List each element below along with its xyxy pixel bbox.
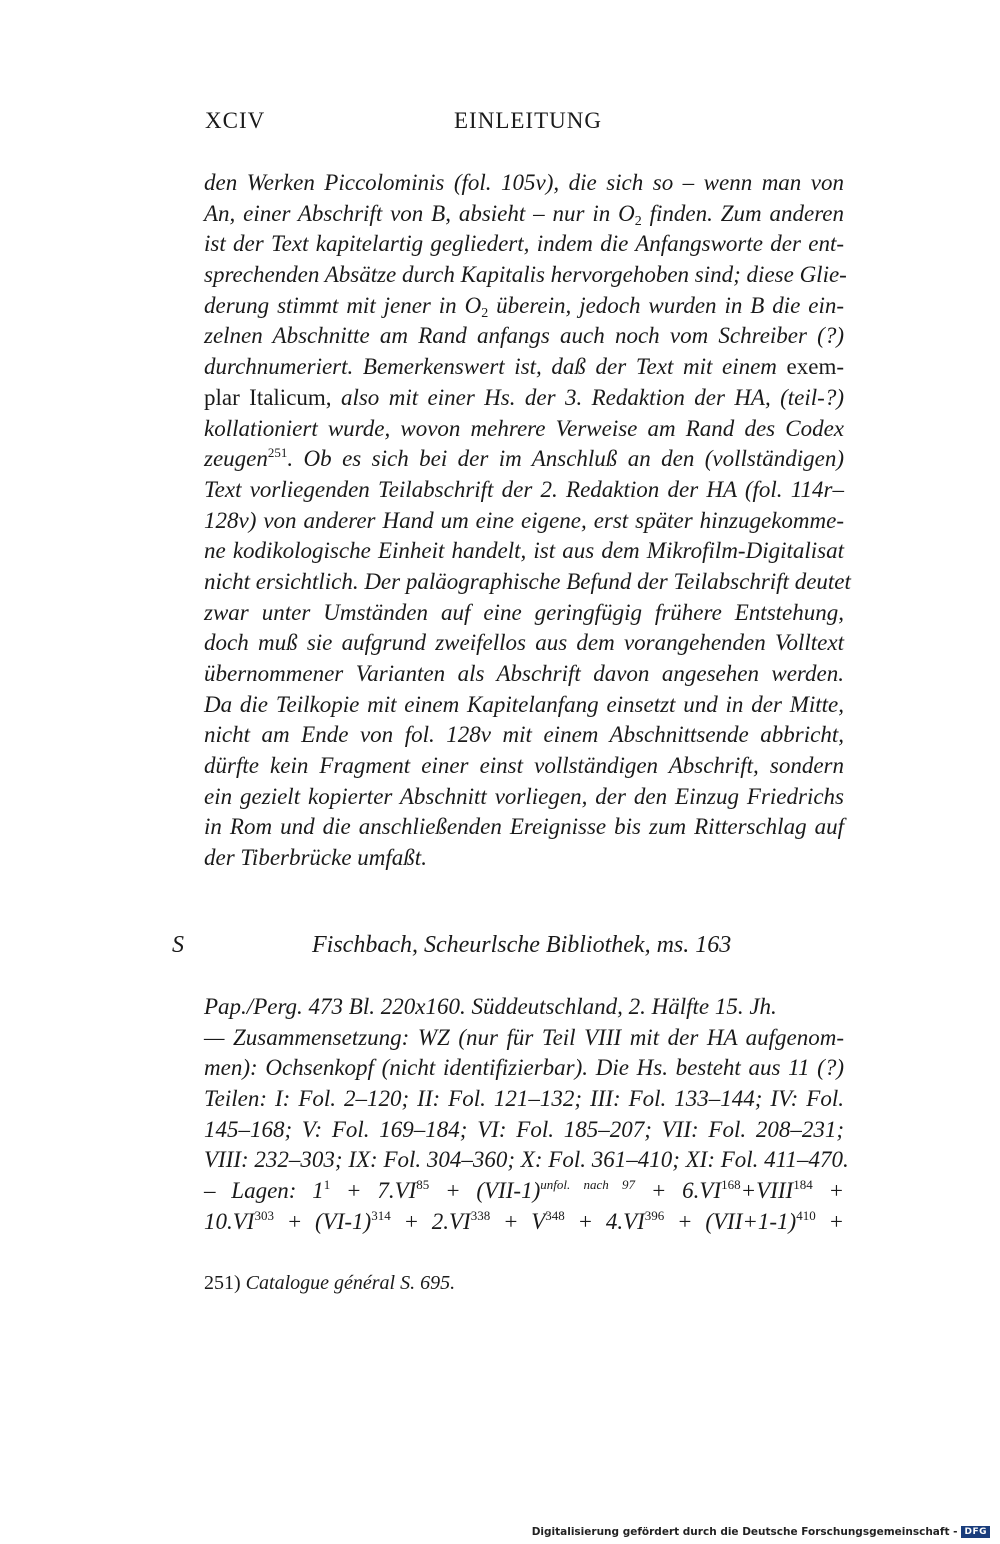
text-line: sprechenden Absätze durch Kapitalis hervorgehoben sind; diese Glie- bbox=[204, 262, 847, 288]
text-line: ist der Text kapitelartig gegliedert, indem die Anfangsworte der ent- bbox=[204, 231, 844, 257]
text-line: nicht ersichtlich. Der paläographische Befund der Teilabschrift deutet bbox=[204, 568, 851, 594]
text-line: Da die Teilkopie mit einem Kapitelanfang einsetzt und in der Mitte, bbox=[204, 691, 844, 717]
text-line: dürfte kein Fragment einer einst vollständigen Abschrift, sondern bbox=[204, 753, 844, 779]
text-line: doch muß sie aufgrund zweifellos aus dem vorangehenden Volltext bbox=[204, 630, 844, 656]
section-heading: Fischbach, Scheurlsche Bibliothek, ms. 163 bbox=[312, 932, 732, 958]
paragraph-manuscript-s bbox=[204, 992, 849, 1238]
text-line: 128v) von anderer Hand um eine eigene, erst später hinzugekomme- bbox=[204, 507, 844, 533]
paragraph-manuscript-b bbox=[204, 168, 851, 874]
text-line: zelnen Abschnitte am Rand anfangs auch noch vom Schreiber (?) bbox=[204, 323, 844, 349]
text-line: plar Italicum, also mit einer Hs. der 3. Redaktion der HA, (teil-?) bbox=[204, 384, 844, 410]
text-line: 145–168; V: Fol. 169–184; VI: Fol. 185–207; VII: Fol. 208–231; bbox=[204, 1116, 844, 1142]
footnote-ref: 251 bbox=[267, 445, 288, 461]
text-line: An, einer Abschrift von B, absieht – nur in $O_2$ finden. Zum anderen bbox=[204, 200, 845, 229]
text-line: zwar unter Umständen auf eine geringfügig frühere Entstehung, bbox=[204, 599, 844, 625]
text-line: men): Ochsenkopf (nicht identifizierbar). Die Hs. besteht aus 11 (?) bbox=[204, 1055, 844, 1081]
text-line: ne kodikologische Einheit handelt, ist aus dem Mikrofilm-Digitalisat bbox=[204, 538, 844, 564]
text-line: ein gezielt kopierter Abschnitt vorliegen, der den Einzug Friedrichs bbox=[204, 783, 844, 809]
running-title: EINLEITUNG bbox=[454, 108, 602, 133]
text-line: – Lagen: $1^1 + 7.VI^{85} + (VII-1)^{unfol. nach 97}$ + $6.VI^{168}+VIII^{184}$ + bbox=[204, 1177, 844, 1204]
footnote bbox=[204, 1272, 455, 1295]
text-line: $10.VI^{303} + (VI-1)^{314} + 2.VI^{338} + V^{348} + 4.VI^{396} + (VII+1-1)^{410}$ + bbox=[204, 1207, 844, 1234]
text-line: kollationiert wurde, wovon mehrere Verweise am Rand des Codex bbox=[204, 415, 844, 441]
footnote-number: 251) bbox=[204, 1272, 241, 1294]
text-line: durchnumeriert. Bemerkenswert ist, daß der Text mit einem exem- bbox=[204, 354, 844, 380]
text-line: — Zusammensetzung: WZ (nur für Teil VIII mit der HA aufgenom- bbox=[204, 1024, 844, 1050]
dfg-logo-icon: DFG bbox=[961, 1526, 990, 1538]
text-line: Pap./Perg. 473 Bl. 220x160. Süddeutschland, 2. Hälfte 15. Jh. bbox=[204, 994, 777, 1019]
text-line: Teilen: I: Fol. 2–120; II: Fol. 121–132; III: Fol. 133–144; IV: Fol. bbox=[204, 1086, 844, 1112]
funding-credit bbox=[532, 1526, 990, 1538]
text-line: Text vorliegenden Teilabschrift der 2. Redaktion der HA (fol. 114r– bbox=[204, 476, 844, 502]
text-line: nicht am Ende von fol. 128v mit einem Abschnittsende abbricht, bbox=[204, 722, 844, 748]
text-line: der Tiberbrücke umfaßt. bbox=[204, 845, 427, 871]
footnote-text: Catalogue général S. 695. bbox=[245, 1272, 456, 1294]
text-line: derung stimmt mit jener in $O_2$ überein, jedoch wurden in B die ein- bbox=[204, 292, 845, 321]
page-number: XCIV bbox=[205, 108, 266, 133]
text-line: VIII: 232–303; IX: Fol. 304–360; X: Fol. 361–410; XI: Fol. 411–470. bbox=[204, 1147, 849, 1173]
text-line: den Werken Piccolominis (fol. 105v), die sich so – wenn man von bbox=[204, 170, 844, 195]
text-line: in Rom und die anschließenden Ereignisse bis zum Ritterschlag auf bbox=[204, 814, 844, 840]
text-line: übernommener Varianten als Abschrift davon angesehen werden. bbox=[204, 661, 844, 686]
manuscript-siglum: S bbox=[172, 932, 184, 958]
funding-credit-text: Digitalisierung gefördert durch die Deutsche Forschungsgemeinschaft - bbox=[531, 1526, 958, 1538]
text-line: zeugen$^{251}$. Ob es sich bei der im Anschluß an den (vollständigen) bbox=[204, 445, 844, 472]
